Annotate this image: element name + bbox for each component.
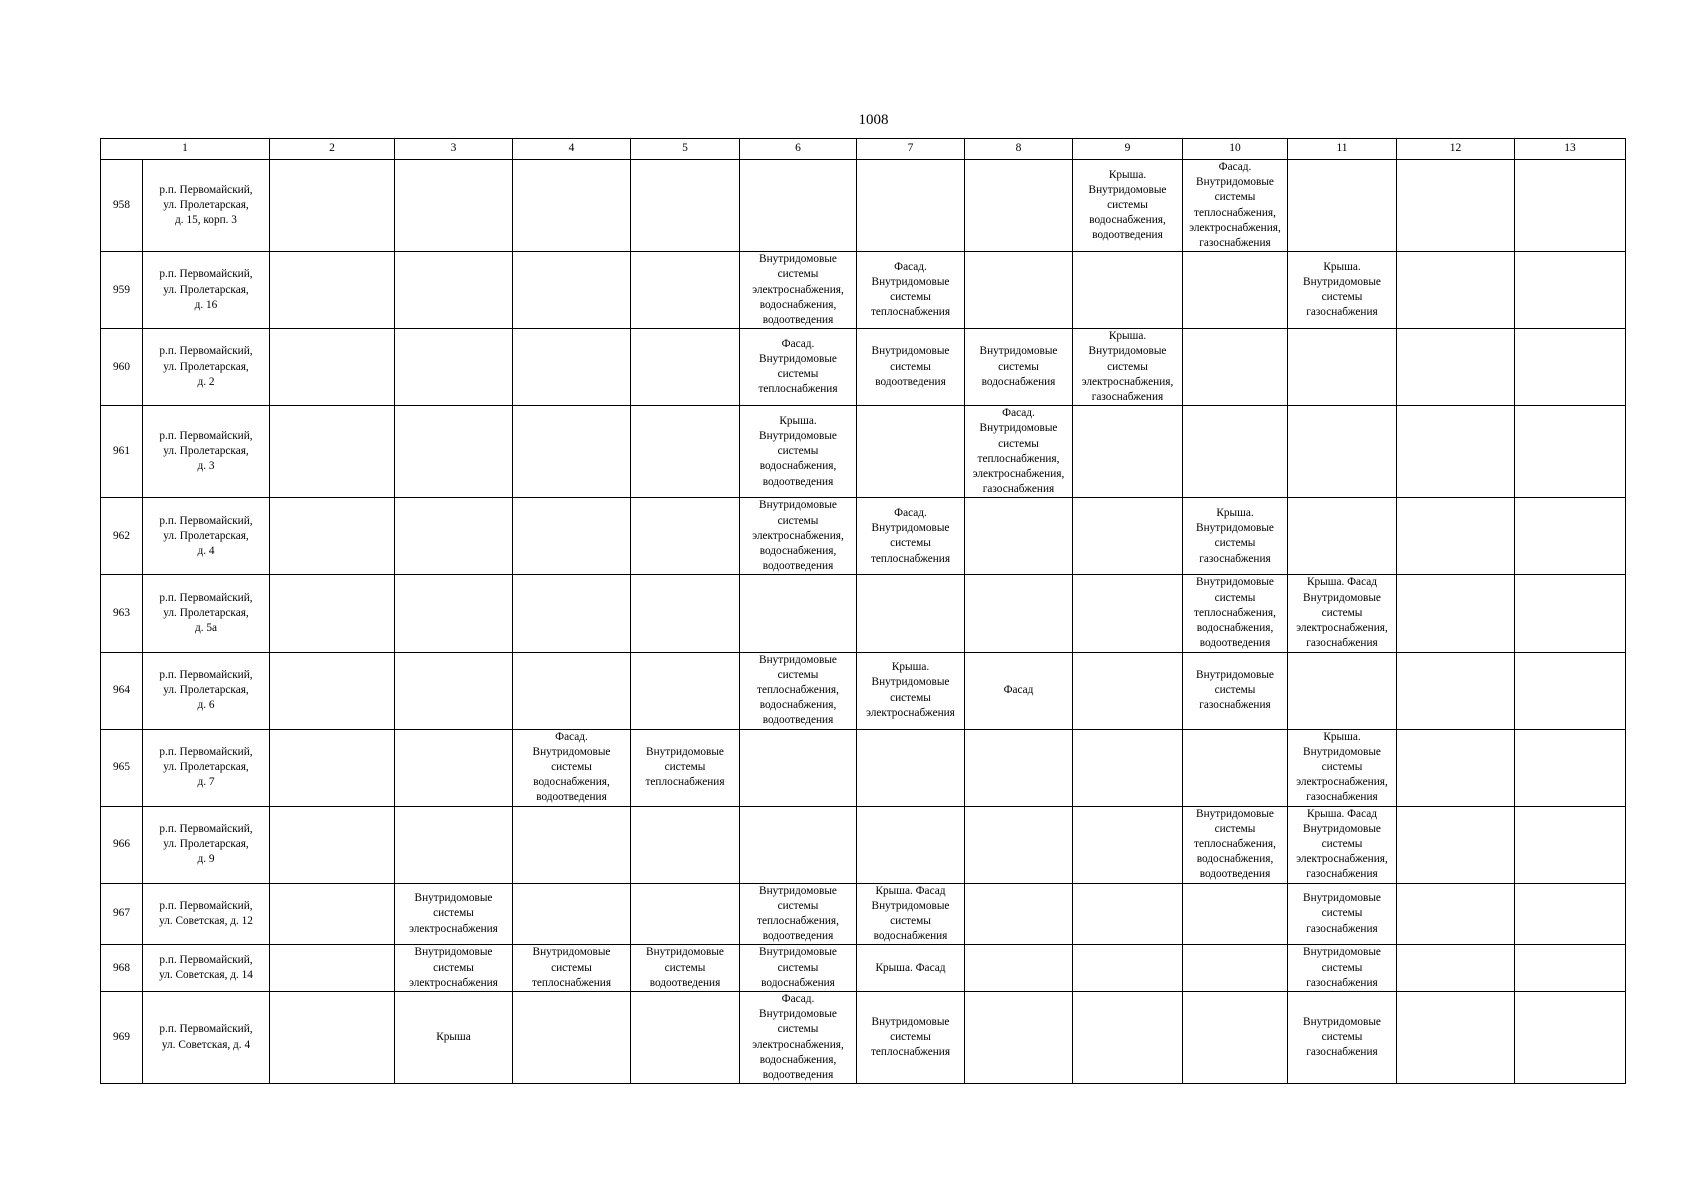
work-cell: [1397, 160, 1515, 252]
address-cell: р.п. Первомайский, ул. Пролетарская, д. 16: [143, 252, 270, 329]
row-number: 958: [101, 160, 143, 252]
work-cell: [1397, 652, 1515, 729]
work-cell: [1183, 252, 1288, 329]
work-cell: Внутридомовые системы газоснабжения: [1288, 945, 1397, 992]
work-cell: Крыша. Внутридомовые системы газоснабжения: [1183, 498, 1288, 575]
row-number: 968: [101, 945, 143, 992]
column-header: 2: [270, 139, 395, 160]
work-cell: Внутридомовые системы теплоснабжения, водоснабжения, водоотведения: [1183, 806, 1288, 883]
table-row: [101, 498, 1626, 575]
work-cell: [1183, 329, 1288, 406]
work-cell: [1288, 406, 1397, 498]
work-cell: [270, 329, 395, 406]
work-cell: [857, 729, 965, 806]
work-cell: [631, 160, 740, 252]
work-cell: [395, 575, 513, 652]
address-cell: р.п. Первомайский, ул. Пролетарская, д. 9: [143, 806, 270, 883]
work-cell: [1515, 329, 1626, 406]
work-cell: [270, 252, 395, 329]
work-cell: [1515, 945, 1626, 992]
work-cell: [513, 252, 631, 329]
work-cell: [1073, 945, 1183, 992]
work-cell: Крыша. Внутридомовые системы электроснабжения, газоснабжения: [1073, 329, 1183, 406]
work-cell: [395, 806, 513, 883]
work-schedule-table: [100, 138, 1626, 1084]
work-cell: [631, 806, 740, 883]
address-cell: р.п. Первомайский, ул. Пролетарская, д. 6: [143, 652, 270, 729]
work-cell: Внутридомовые системы теплоснабжения: [513, 945, 631, 992]
work-cell: [1515, 729, 1626, 806]
work-cell: Фасад. Внутридомовые системы водоснабжения, водоотведения: [513, 729, 631, 806]
work-cell: [513, 160, 631, 252]
header-row: [101, 139, 1626, 160]
column-header: 9: [1073, 139, 1183, 160]
table-row: [101, 991, 1626, 1083]
work-cell: [1288, 498, 1397, 575]
work-cell: Внутридомовые системы водоотведения: [857, 329, 965, 406]
work-cell: [270, 406, 395, 498]
work-cell: Фасад: [965, 652, 1073, 729]
work-cell: [270, 991, 395, 1083]
work-cell: [1397, 729, 1515, 806]
work-cell: [1515, 991, 1626, 1083]
row-number: 962: [101, 498, 143, 575]
work-cell: [1288, 160, 1397, 252]
address-cell: р.п. Первомайский, ул. Пролетарская, д. 7: [143, 729, 270, 806]
work-cell: [1073, 406, 1183, 498]
work-cell: Крыша. Фасад Внутридомовые системы электроснабжения, газоснабжения: [1288, 575, 1397, 652]
column-header: 12: [1397, 139, 1515, 160]
work-cell: [965, 729, 1073, 806]
work-cell: [395, 729, 513, 806]
work-cell: [631, 329, 740, 406]
work-cell: Внутридомовые системы газоснабжения: [1288, 883, 1397, 945]
work-cell: [857, 160, 965, 252]
table-row: [101, 806, 1626, 883]
work-cell: Крыша. Внутридомовые системы водоснабжения, водоотведения: [740, 406, 857, 498]
work-cell: Крыша. Фасад Внутридомовые системы водоснабжения: [857, 883, 965, 945]
table-row: [101, 252, 1626, 329]
work-cell: [631, 575, 740, 652]
column-header: 3: [395, 139, 513, 160]
table-row: [101, 729, 1626, 806]
column-header: 7: [857, 139, 965, 160]
work-cell: [1515, 883, 1626, 945]
address-cell: р.п. Первомайский, ул. Пролетарская, д. 3: [143, 406, 270, 498]
work-cell: Внутридомовые системы электроснабжения: [395, 883, 513, 945]
work-cell: [1397, 806, 1515, 883]
work-cell: [1397, 406, 1515, 498]
work-cell: [965, 883, 1073, 945]
work-cell: [965, 160, 1073, 252]
work-cell: [1515, 406, 1626, 498]
work-cell: [857, 575, 965, 652]
row-number: 963: [101, 575, 143, 652]
work-cell: [631, 991, 740, 1083]
work-cell: Внутридомовые системы теплоснабжения: [631, 729, 740, 806]
work-cell: [740, 160, 857, 252]
work-cell: [1073, 652, 1183, 729]
work-cell: [270, 806, 395, 883]
work-cell: [1288, 652, 1397, 729]
work-cell: Крыша: [395, 991, 513, 1083]
work-cell: Крыша. Фасад Внутридомовые системы электроснабжения, газоснабжения: [1288, 806, 1397, 883]
column-header: 8: [965, 139, 1073, 160]
row-number: 969: [101, 991, 143, 1083]
column-header: 13: [1515, 139, 1626, 160]
work-cell: [631, 252, 740, 329]
page-number: 1008: [858, 112, 889, 128]
table-row: [101, 406, 1626, 498]
work-cell: [395, 160, 513, 252]
row-number: 966: [101, 806, 143, 883]
column-header: 4: [513, 139, 631, 160]
work-cell: [1515, 498, 1626, 575]
work-cell: [513, 652, 631, 729]
work-cell: [965, 252, 1073, 329]
column-header: 1: [101, 139, 270, 160]
work-cell: [1183, 945, 1288, 992]
address-cell: р.п. Первомайский, ул. Пролетарская, д. 15, корп. 3: [143, 160, 270, 252]
work-cell: Внутридомовые системы теплоснабжения, водоотведения: [740, 883, 857, 945]
row-number: 964: [101, 652, 143, 729]
work-cell: [1397, 329, 1515, 406]
work-cell: Крыша. Внутридомовые системы электроснабжения: [857, 652, 965, 729]
work-cell: [1397, 498, 1515, 575]
address-cell: р.п. Первомайский, ул. Советская, д. 4: [143, 991, 270, 1083]
work-cell: [1183, 883, 1288, 945]
work-cell: [270, 883, 395, 945]
work-cell: [965, 991, 1073, 1083]
work-cell: [270, 729, 395, 806]
work-cell: Внутридомовые системы электроснабжения, водоснабжения, водоотведения: [740, 498, 857, 575]
work-cell: Внутридомовые системы теплоснабжения, водоснабжения, водоотведения: [740, 652, 857, 729]
work-cell: Крыша. Внутридомовые системы газоснабжения: [1288, 252, 1397, 329]
work-cell: [513, 883, 631, 945]
work-cell: Внутридомовые системы газоснабжения: [1288, 991, 1397, 1083]
work-cell: Крыша. Внутридомовые системы водоснабжения, водоотведения: [1073, 160, 1183, 252]
column-header: 5: [631, 139, 740, 160]
work-cell: [1073, 575, 1183, 652]
row-number: 961: [101, 406, 143, 498]
work-cell: [1515, 575, 1626, 652]
row-number: 960: [101, 329, 143, 406]
work-cell: [857, 806, 965, 883]
work-cell: [1183, 406, 1288, 498]
table-row: [101, 883, 1626, 945]
table-row: [101, 945, 1626, 992]
work-cell: [965, 575, 1073, 652]
address-cell: р.п. Первомайский, ул. Советская, д. 12: [143, 883, 270, 945]
work-cell: [1397, 945, 1515, 992]
work-cell: [395, 652, 513, 729]
work-cell: [631, 883, 740, 945]
work-cell: Внутридомовые системы водоотведения: [631, 945, 740, 992]
work-cell: Фасад. Внутридомовые системы теплоснабжения, электроснабжения, газоснабжения: [965, 406, 1073, 498]
work-cell: [270, 575, 395, 652]
work-cell: [1515, 252, 1626, 329]
column-header: 11: [1288, 139, 1397, 160]
work-cell: Фасад. Внутридомовые системы теплоснабжения: [857, 498, 965, 575]
work-cell: [1073, 498, 1183, 575]
work-cell: [513, 498, 631, 575]
work-cell: [395, 252, 513, 329]
work-cell: [513, 406, 631, 498]
work-cell: Внутридомовые системы газоснабжения: [1183, 652, 1288, 729]
address-cell: р.п. Первомайский, ул. Пролетарская, д. 5а: [143, 575, 270, 652]
work-cell: Фасад. Внутридомовые системы электроснабжения, водоснабжения, водоотведения: [740, 991, 857, 1083]
work-cell: [965, 498, 1073, 575]
work-cell: [1397, 575, 1515, 652]
column-header: 6: [740, 139, 857, 160]
table-row: [101, 160, 1626, 252]
work-cell: [1397, 883, 1515, 945]
work-cell: [513, 329, 631, 406]
work-cell: [631, 406, 740, 498]
work-cell: [1515, 652, 1626, 729]
work-cell: [513, 806, 631, 883]
work-cell: [857, 406, 965, 498]
work-cell: Фасад. Внутридомовые системы теплоснабжения: [857, 252, 965, 329]
work-cell: [1073, 252, 1183, 329]
work-cell: [395, 329, 513, 406]
work-cell: Фасад. Внутридомовые системы теплоснабжения, электроснабжения, газоснабжения: [1183, 160, 1288, 252]
work-cell: [1397, 252, 1515, 329]
row-number: 967: [101, 883, 143, 945]
address-cell: р.п. Первомайский, ул. Пролетарская, д. 4: [143, 498, 270, 575]
work-cell: [270, 652, 395, 729]
work-cell: [270, 498, 395, 575]
work-cell: Внутридомовые системы водоснабжения: [965, 329, 1073, 406]
address-cell: р.п. Первомайский, ул. Пролетарская, д. 2: [143, 329, 270, 406]
work-cell: [1397, 991, 1515, 1083]
work-cell: [270, 945, 395, 992]
address-cell: р.п. Первомайский, ул. Советская, д. 14: [143, 945, 270, 992]
work-cell: [1183, 729, 1288, 806]
table-row: [101, 575, 1626, 652]
work-cell: [740, 575, 857, 652]
work-cell: Внутридомовые системы водоснабжения: [740, 945, 857, 992]
work-cell: [270, 160, 395, 252]
work-cell: Крыша. Фасад: [857, 945, 965, 992]
work-cell: [1073, 806, 1183, 883]
column-header: 10: [1183, 139, 1288, 160]
work-cell: Внутридомовые системы теплоснабжения, водоснабжения, водоотведения: [1183, 575, 1288, 652]
work-cell: [631, 652, 740, 729]
work-cell: [395, 498, 513, 575]
work-cell: Внутридомовые системы теплоснабжения: [857, 991, 965, 1083]
work-cell: [965, 945, 1073, 992]
work-cell: Внутридомовые системы электроснабжения, водоснабжения, водоотведения: [740, 252, 857, 329]
work-cell: [513, 575, 631, 652]
work-cell: [1515, 806, 1626, 883]
table-row: [101, 329, 1626, 406]
work-cell: [1515, 160, 1626, 252]
work-cell: [740, 729, 857, 806]
work-cell: [513, 991, 631, 1083]
work-cell: [1073, 729, 1183, 806]
work-cell: [1288, 329, 1397, 406]
work-cell: [1073, 883, 1183, 945]
work-cell: [395, 406, 513, 498]
work-cell: [740, 806, 857, 883]
work-cell: Крыша. Внутридомовые системы электроснабжения, газоснабжения: [1288, 729, 1397, 806]
work-cell: [631, 498, 740, 575]
table-row: [101, 652, 1626, 729]
work-cell: [1183, 991, 1288, 1083]
work-cell: [965, 806, 1073, 883]
work-cell: Внутридомовые системы электроснабжения: [395, 945, 513, 992]
row-number: 959: [101, 252, 143, 329]
row-number: 965: [101, 729, 143, 806]
work-cell: [1073, 991, 1183, 1083]
work-cell: Фасад. Внутридомовые системы теплоснабжения: [740, 329, 857, 406]
